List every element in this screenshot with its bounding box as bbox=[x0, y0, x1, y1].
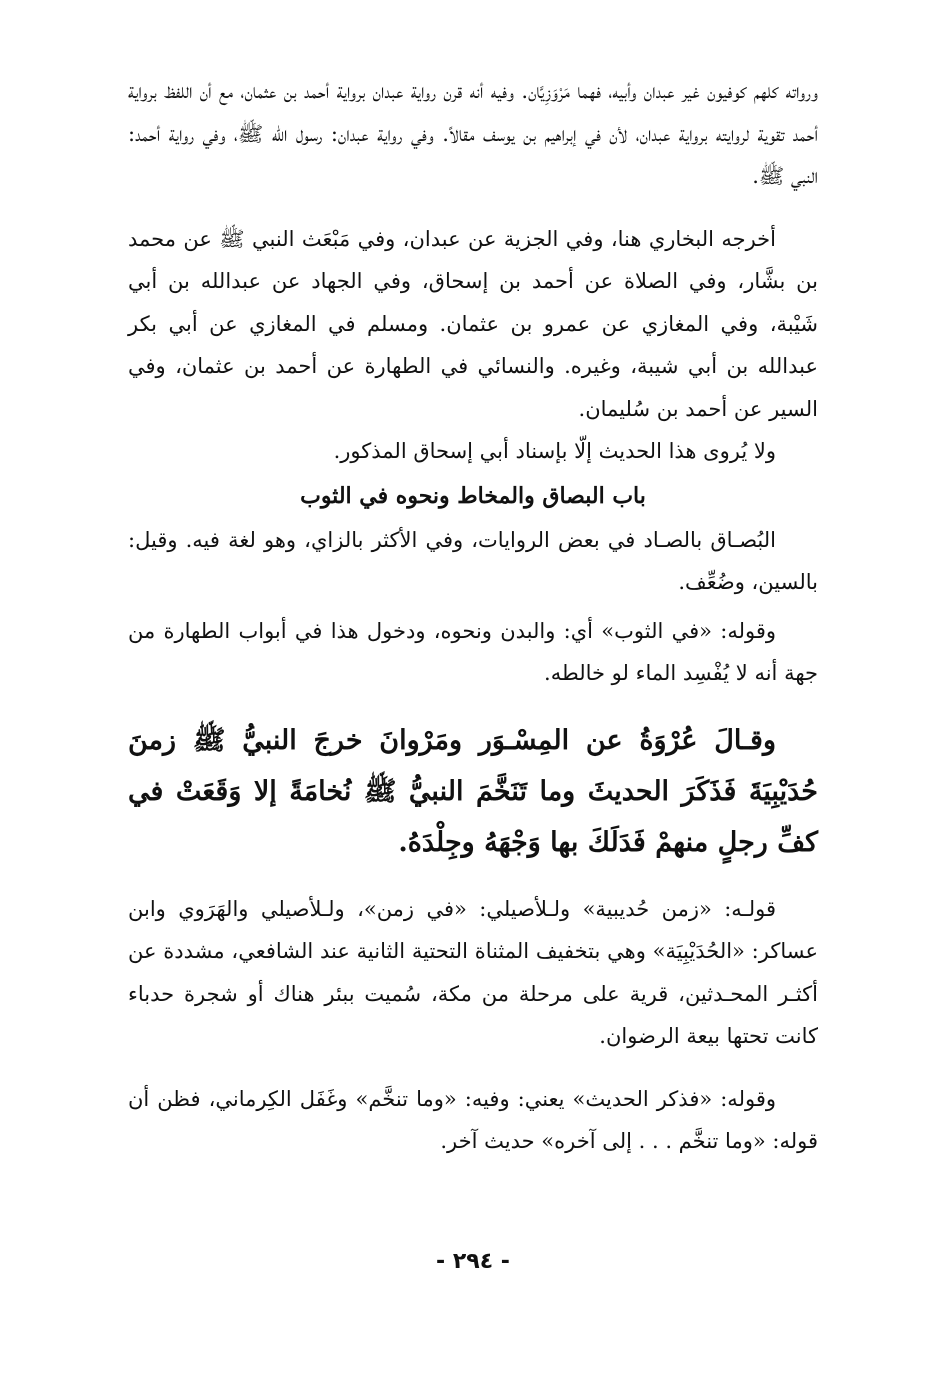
paragraph-busaq: البُصـاق بالصـاد في بعض الروايات، وفي الأكثر بالزاي، وهو لغة فيه. وقيل: بالسين، وضُعِّف. bbox=[128, 527, 818, 594]
page-body bbox=[128, 70, 818, 1163]
paragraph-fadhakara: وقوله: «فذكر الحديث» يعني: وفيه: «وما تنخَّم» وغَفَل الكِرماني، فظن أن قوله: «وما تنخَّم . . . إلى آخره» حديث آخر. bbox=[128, 1086, 818, 1153]
paragraph-isnad-note: ولا يُروى هذا الحديث إلّا بإسناد أبي إسحاق المذكور. bbox=[333, 439, 776, 463]
paragraph-hudaybiya: قولـه: «زمن حُديبية» ولـلأصيلي: «في زمن»، ولـلأصيلي والهَرَوي وابن عساكر: «الحُدَيْبِيَة» وهي بتخفيف المثناة التحتية الثانية عند الشافعي، مشددة عن أكثـر المحـدثين، قرية على مرحلة من مكة، سُميت ببئر هناك أو شجرة حدباء كانت تحتها بيعة الرضوان. bbox=[128, 896, 818, 1048]
page-number: - ٢٩٤ - bbox=[436, 1249, 510, 1274]
paragraph-takhrij: أخرجه البخاري هنا، وفي الجزية عن عبدان، وفي مَبْعَث النبي ﷺ عن محمد بن بشَّار، وفي الصلاة عن أحمد بن إسحاق، وفي الجهاد عن عبدالله بن أبي شَيْبة، وفي المغازي عن عمرو بن عثمان. ومسلم في المغازي عن أبي بكر عبدالله بن أبي شيبة، وغيره. والنسائي في الطهارة عن أحمد بن عثمان، وفي السير عن أحمد بن سُليمان. bbox=[128, 226, 818, 421]
hadith-text: وقـالَ عُرْوَةُ عن المِسْـوَر ومَرْوانَ خرجَ النبيُّ ﷺ زمنَ حُدَيْبِيَةَ فَذَكَرَ الحديثَ وما تَنَخَّمَ النبيُّ ﷺ نُخامَةً إلا وَقَعَتْ في كفِّ رجلٍ منهمْ فَدَلَكَ بها وَجْهَهُ وجِلْدَهُ. bbox=[128, 724, 818, 858]
chapter-heading: باب البصاق والمخاط ونحوه في الثوب bbox=[300, 482, 646, 509]
paragraph-fil-thawb: وقوله: «في الثوب» أي: والبدن ونحوه، ودخول هذا في أبواب الطهارة من جهة أنه لا يُفْسِد الماء لو خالطه. bbox=[128, 618, 818, 685]
paragraph-narrators: ورواته كلهم كوفيون غير عبدان وأبيه، فهما مَرْوَزِيَّان. وفيه أنه قرن رواية عبدان برواية أحمد بن عثمان، مع أن اللفظ برواية أحمد تقوية لروايته برواية عبدان، لأن في إبراهيم بن يوسف مقالاً. وفي رواية عبدان: رسول الله ﷺ، وفي رواية أحمد: النبي ﷺ. bbox=[128, 79, 818, 188]
